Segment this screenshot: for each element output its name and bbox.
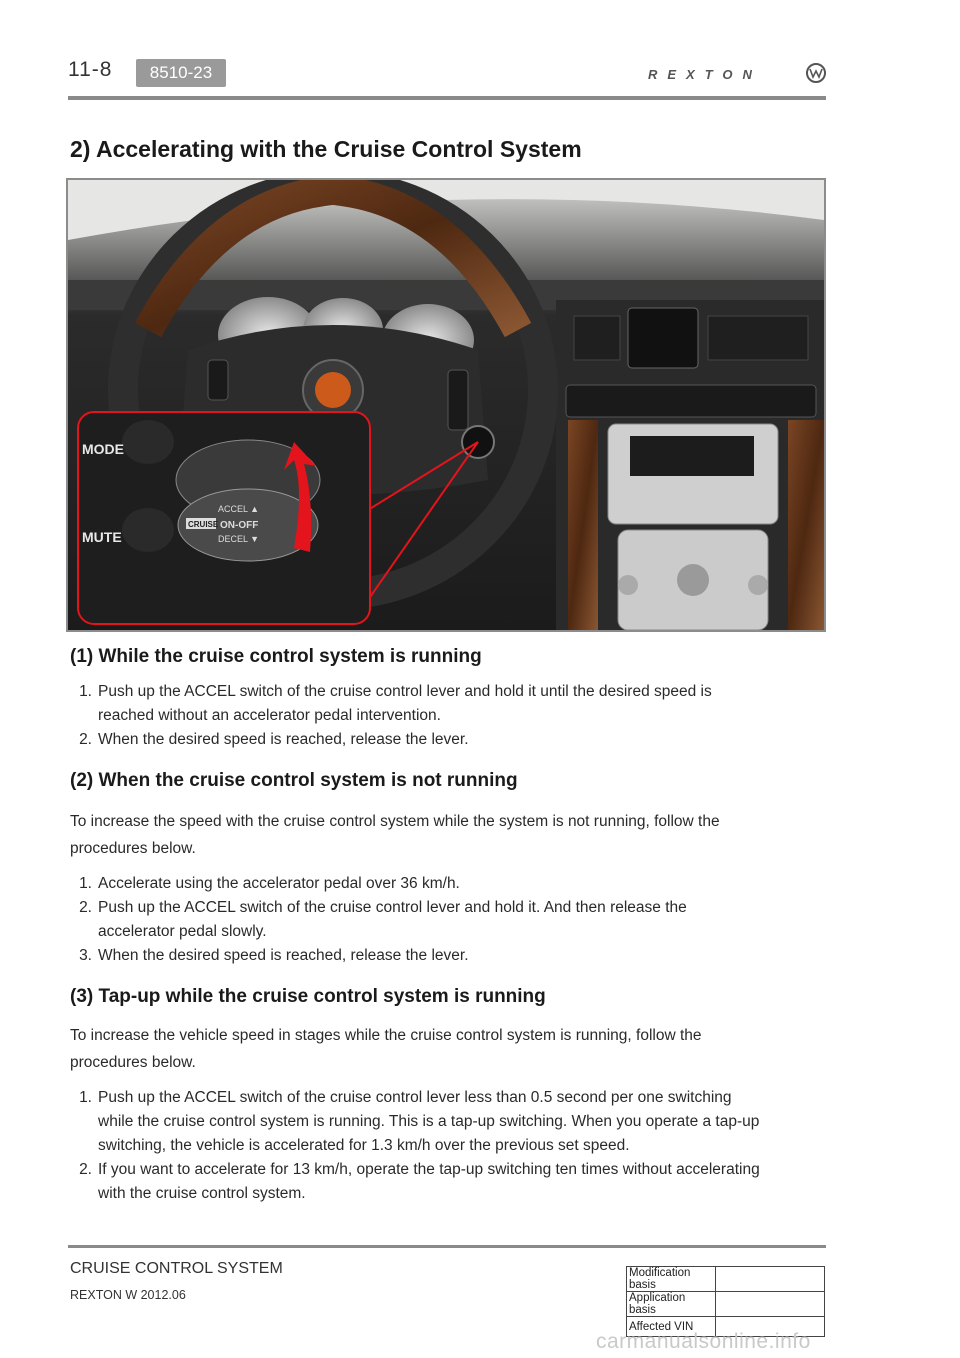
steps-not-running: [70, 872, 760, 968]
item-text: Push up the ACCEL switch of the cruise control lever and hold it until the desired speed is reached without an accelerator pedal intervention.: [98, 683, 712, 724]
watermark: carmanualsonline.info: [596, 1330, 811, 1353]
cruise-switch-inset: [78, 412, 370, 624]
page-number: 11-8: [68, 58, 113, 81]
header-divider: [68, 96, 826, 100]
item-number: 2.: [79, 1161, 92, 1178]
list-item: [70, 1158, 760, 1206]
inset-decel-label: DECEL ▼: [218, 534, 260, 544]
inset-accel-label: ACCEL ▲: [218, 504, 260, 514]
dashboard-figure: [66, 178, 826, 632]
item-text: When the desired speed is reached, release the lever.: [98, 731, 469, 748]
inset-cruise-label: CRUISE: [188, 520, 219, 529]
table-cell-value: [716, 1292, 825, 1317]
table-cell-value: [716, 1267, 825, 1292]
revision-table: [626, 1266, 825, 1337]
list-item: [70, 944, 760, 968]
dashboard-illustration: [68, 180, 824, 630]
item-text: Push up the ACCEL switch of the cruise control lever less than 0.5 second per one switching while the cruise control system is running. This is a tap-up switching. When you operate a tap-up switching, the vehicle is accelerated for 1.3 km/h over the previous set speed.: [98, 1089, 760, 1154]
item-text: When the desired speed is reached, release the lever.: [98, 947, 469, 964]
footer-section-title: CRUISE CONTROL SYSTEM: [70, 1260, 283, 1277]
brand-logo: [648, 61, 828, 85]
table-row: [627, 1292, 825, 1317]
item-number: 1.: [79, 683, 92, 700]
steps-tap-up: [70, 1086, 760, 1206]
section-heading-running: (1) While the cruise control system is running: [70, 646, 482, 667]
brand-wordmark: REXTON: [648, 67, 762, 82]
item-number: 1.: [79, 1089, 92, 1106]
section-intro: To increase the speed with the cruise control system while the system is not running, follow the procedures below.: [70, 813, 720, 857]
item-text: Accelerate using the accelerator pedal over 36 km/h.: [98, 875, 460, 892]
item-number: 3.: [79, 947, 92, 964]
item-number: 1.: [79, 875, 92, 892]
footer-model: REXTON W 2012.06: [70, 1288, 186, 1302]
inset-mode-label: MODE: [82, 441, 124, 457]
section-code-tab: 8510-23: [136, 59, 226, 87]
item-number: 2.: [79, 731, 92, 748]
list-item: [70, 872, 760, 896]
list-item: [70, 680, 760, 728]
section-heading-tap-up: (3) Tap-up while the cruise control system is running: [70, 986, 546, 1007]
item-number: 2.: [79, 899, 92, 916]
list-item: [70, 728, 760, 752]
table-cell-label: Affected VIN: [627, 1317, 716, 1337]
section-intro: To increase the vehicle speed in stages while the cruise control system is running, follow the procedures below.: [70, 1027, 702, 1071]
section-heading-not-running: (2) When the cruise control system is not running: [70, 770, 518, 791]
footer-divider: [68, 1245, 826, 1248]
item-text: Push up the ACCEL switch of the cruise control lever and hold it. And then release the accelerator pedal slowly.: [98, 899, 687, 940]
page-title: 2) Accelerating with the Cruise Control System: [70, 136, 582, 162]
steps-running: [70, 680, 760, 752]
inset-mute-label: MUTE: [82, 529, 122, 545]
list-item: [70, 1086, 760, 1158]
list-item: [70, 896, 760, 944]
table-cell-label: Modification basis: [627, 1267, 716, 1292]
table-row: [627, 1267, 825, 1292]
inset-onoff-label: ON-OFF: [220, 520, 259, 531]
table-cell-label: Application basis: [627, 1292, 716, 1317]
item-text: If you want to accelerate for 13 km/h, operate the tap-up switching ten times without accelerating with the cruise control system.: [98, 1161, 760, 1202]
